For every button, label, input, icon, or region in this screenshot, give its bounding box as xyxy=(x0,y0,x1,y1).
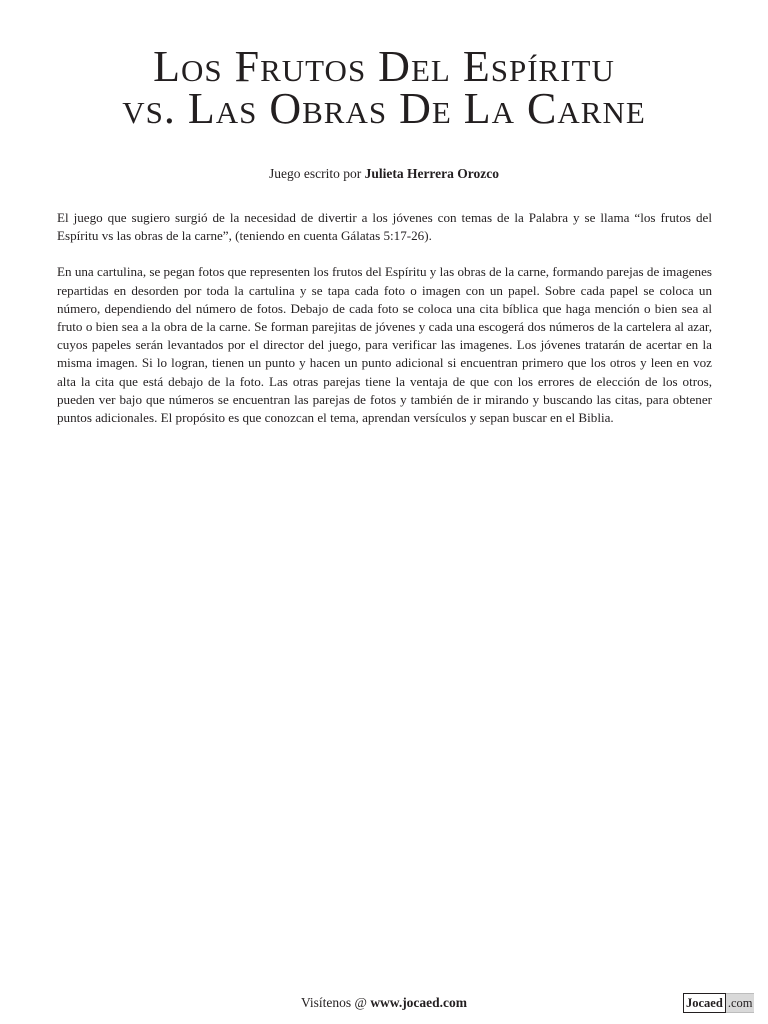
footer xyxy=(0,994,768,1012)
title-line-2: vs. Las Obras De La Carne xyxy=(122,84,646,133)
page-title xyxy=(0,42,768,133)
article-body xyxy=(57,209,712,445)
footer-site-link[interactable]: www.jocaed.com xyxy=(370,995,468,1010)
title-line-1: Los Frutos Del Espíritu xyxy=(153,42,615,91)
jocaed-logo xyxy=(683,993,754,1013)
footer-prefix: Visítenos @ xyxy=(300,995,367,1010)
paragraph-intro: El juego que sugiero surgió de la necesidad de divertir a los jóvenes con temas de la Palabra y se llama “los frutos del Espíritu vs las obras de la carne”, (teniendo en cuenta Gálatas 5:17-26). xyxy=(57,210,712,244)
logo-tld-text: .com xyxy=(726,993,755,1013)
byline xyxy=(0,165,768,183)
logo-main-text: Jocaed xyxy=(683,993,726,1013)
byline-author: Julieta Herrera Orozco xyxy=(364,166,500,181)
paragraph-instructions: En una cartulina, se pegan fotos que representen los frutos del Espíritu y las obras de la carne, formando parejas de imagenes repartidas en desorden por toda la cartulina y se tapa cada foto o imagen con un papel. Sobre cada papel se coloca un número, dependiendo del número de fotos. Debajo de cada foto se coloca una cita bíblica que haga mención o bien sea al fruto o bien sea a la obra de la carne. Se forman parejitas de jóvenes y cada una escogerá dos números de la cartelera al azar, cuyos papeles serán levantados por el director del juego, para verificar las imagenes. Los jóvenes tratarán de acertar en la misma imagen. Si lo logran, tienen un punto y hacen un punto adicional si encuentran primero que los otros y leen en voz alta la cita que está debajo de la foto. Las otras parejas tiene la ventaja de que con los errores de elección de los otros, pueden ver bajo que números se encuentran las parejas de fotos y también de ir mirando y buscando las citas, para obtener puntos adicionales. El propósito es que conozcan el tema, aprendan versículos y sepan buscar en el Biblia. xyxy=(57,264,712,426)
byline-prefix: Juego escrito por xyxy=(268,166,362,181)
